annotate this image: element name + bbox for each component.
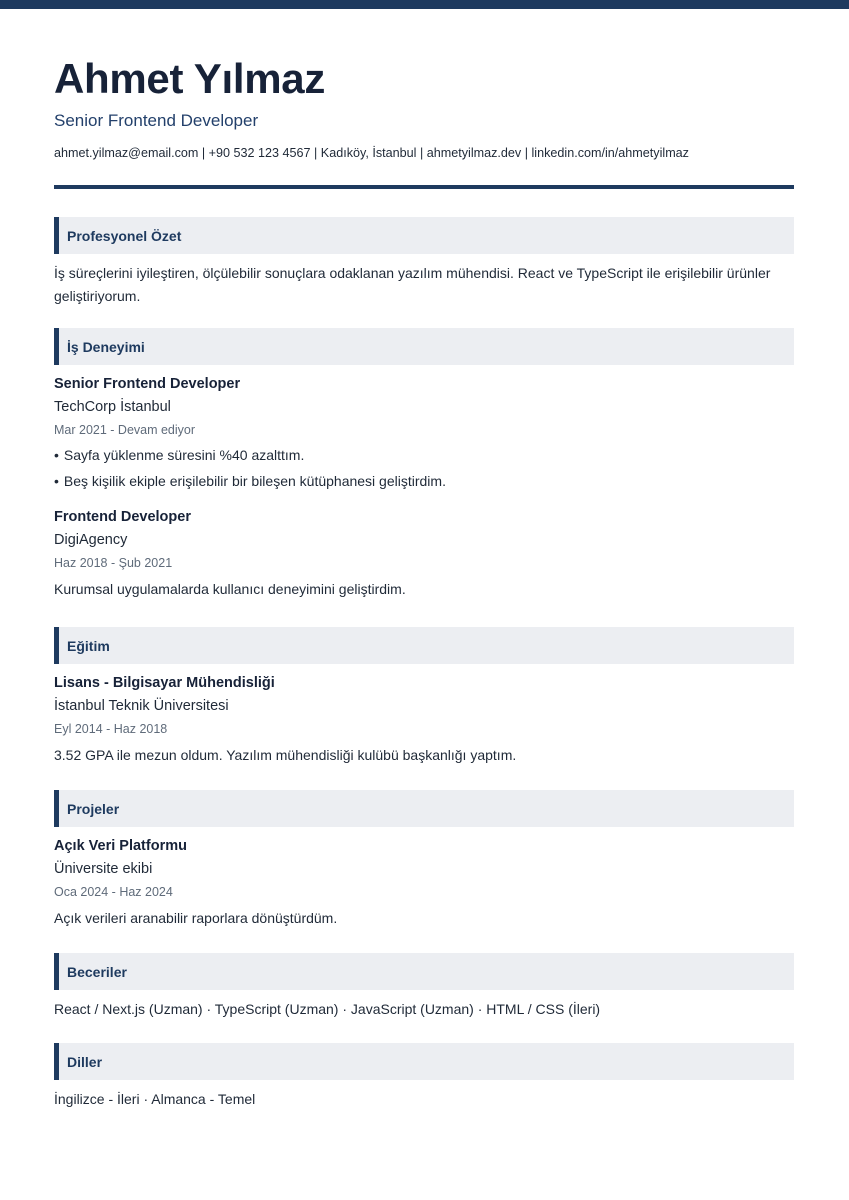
entry-title: Frontend Developer	[54, 509, 191, 525]
entry-title: Açık Veri Platformu	[54, 838, 187, 854]
experience-heading: İş Deneyimi	[54, 328, 794, 365]
candidate-name: Ahmet Yılmaz	[54, 55, 326, 102]
education-section	[54, 627, 794, 767]
contact-line: ahmet.yilmaz@email.com | +90 532 123 4567 | Kadıköy, İstanbul | ahmetyilmaz.dev | linkedin.com/in/ahmetyilmaz	[54, 146, 689, 160]
project-entry	[54, 836, 794, 930]
entry-date: Oca 2024 - Haz 2024	[54, 885, 173, 899]
bullet-item: • Beş kişilik ekiple erişilebilir bir bileşen kütüphanesi geliştirdim.	[54, 468, 794, 494]
top-accent-bar	[0, 0, 849, 9]
entry-description: Açık verileri aranabilir raporlara dönüştürdüm.	[54, 910, 338, 926]
skills-text: React / Next.js (Uzman) · TypeScript (Uzman) · JavaScript (Uzman) · HTML / CSS (İleri)	[54, 1001, 601, 1017]
entry-description: 3.52 GPA ile mezun oldum. Yazılım mühendisliği kulübü başkanlığı yaptım.	[54, 747, 517, 763]
projects-section	[54, 790, 794, 930]
languages-section	[54, 1043, 794, 1111]
entry-date: Haz 2018 - Şub 2021	[54, 556, 173, 570]
skills-section	[54, 953, 794, 1021]
entry-date: Mar 2021 - Devam ediyor	[54, 423, 196, 437]
entry-date: Eyl 2014 - Haz 2018	[54, 722, 168, 736]
header-divider	[54, 185, 794, 189]
summary-section	[54, 217, 794, 308]
entry-title: Senior Frontend Developer	[54, 376, 241, 392]
experience-section	[54, 328, 794, 601]
summary-text: İş süreçlerini iyileştiren, ölçülebilir sonuçlara odaklanan yazılım mühendisi. React ve TypeScript ile erişilebilir ürünler geliştiriyorum.	[54, 265, 771, 304]
entry-description: Kurumsal uygulamalarda kullanıcı deneyimini geliştirdim.	[54, 581, 406, 597]
education-entry	[54, 673, 794, 767]
bullet-item: • Sayfa yüklenme süresini %40 azalttım.	[54, 442, 794, 468]
experience-entry	[54, 374, 794, 494]
education-heading: Eğitim	[54, 627, 794, 664]
skills-heading: Beceriler	[54, 953, 794, 990]
entry-title: Lisans - Bilgisayar Mühendisliği	[54, 675, 275, 691]
experience-entry	[54, 507, 794, 601]
projects-heading: Projeler	[54, 790, 794, 827]
languages-text: İngilizce - İleri · Almanca - Temel	[54, 1091, 256, 1107]
entry-organization: Üniversite ekibi	[54, 861, 153, 877]
entry-organization: DigiAgency	[54, 532, 128, 548]
entry-organization: İstanbul Teknik Üniversitesi	[54, 698, 229, 714]
languages-heading: Diller	[54, 1043, 794, 1080]
entry-organization: TechCorp İstanbul	[54, 399, 171, 415]
candidate-title: Senior Frontend Developer	[54, 111, 259, 130]
summary-heading: Profesyonel Özet	[54, 217, 794, 254]
